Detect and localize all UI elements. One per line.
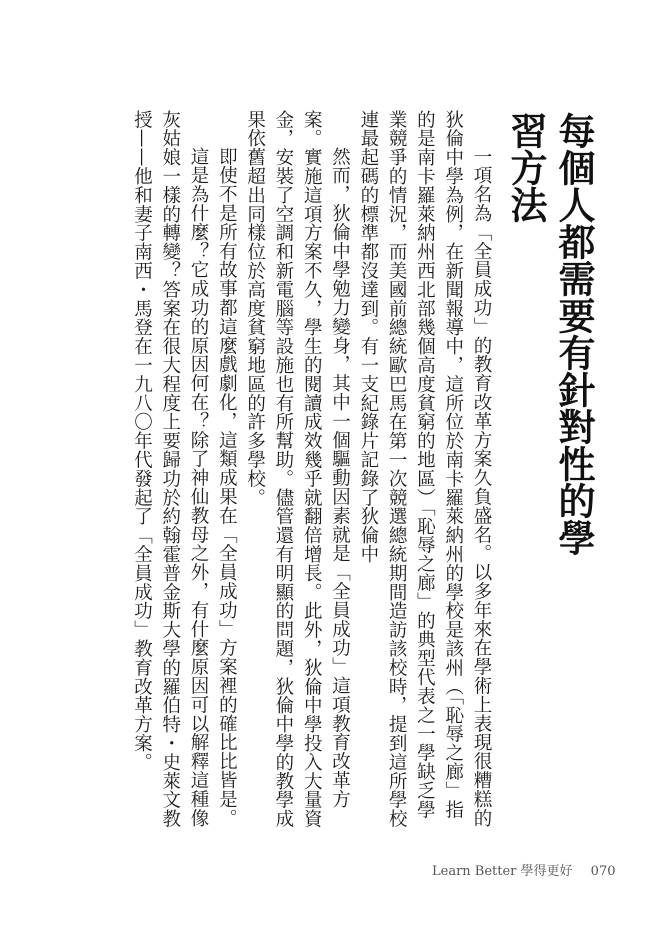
body-text — [103, 110, 495, 830]
page-number: 070 — [590, 864, 616, 879]
page-footer — [432, 860, 616, 879]
paragraph-1: 一項名為「全員成功」的教育改革方案久負盛名。以多年來在學術上表現很糟糕的狄倫中學為例，在新聞報導中，這所位於南卡羅萊納州的學校是該州（「恥辱之廊」指的是南卡羅萊納州西北部幾個高度貧窮的地區）「恥辱之廊」的典型代表之一學缺乏學業競爭的情況，而美國前總統歐巴馬在第一次競選總統期間造訪該校時，提到這所學校連最起碼的標準都沒達到。有一支紀錄片記錄了狄倫中 — [357, 110, 492, 829]
chapter-section-title: 每個人都需要有針對性的學習方法 — [504, 112, 595, 556]
paragraph-3: 即使不是所有故事都這麼戲劇化，這類成果在「全員成功」方案裡的確比比皆是。 — [216, 147, 238, 828]
running-footer-book-title: Learn Better 學得更好 — [432, 864, 573, 879]
paragraph-2: 然而，狄倫中學勉力變身，其中一個驅動因素就是「全員成功」這項教育改革方案。實施這項方案不久，學生的閱讀成效幾乎就翻倍增長。此外，狄倫中學投入大量資金，安裝了空調和新電腦等設施也有所幫助。儘管還有明顯的問題，狄倫中學的教學成果依舊超出同樣位於高度貧窮地區的許多學校。 — [244, 110, 351, 829]
paragraph-4: 這是為什麼？它成功的原因何在？除了神仙教母之外，有什麼原因可以解釋這種像灰姑娘一樣的轉變？答案在很大程度上要歸功於約翰霍普金斯大學的羅伯特・史萊文教授——他和妻子南西・馬登在一九八〇年代發起了「全員成功」教育改革方案。 — [131, 110, 210, 829]
